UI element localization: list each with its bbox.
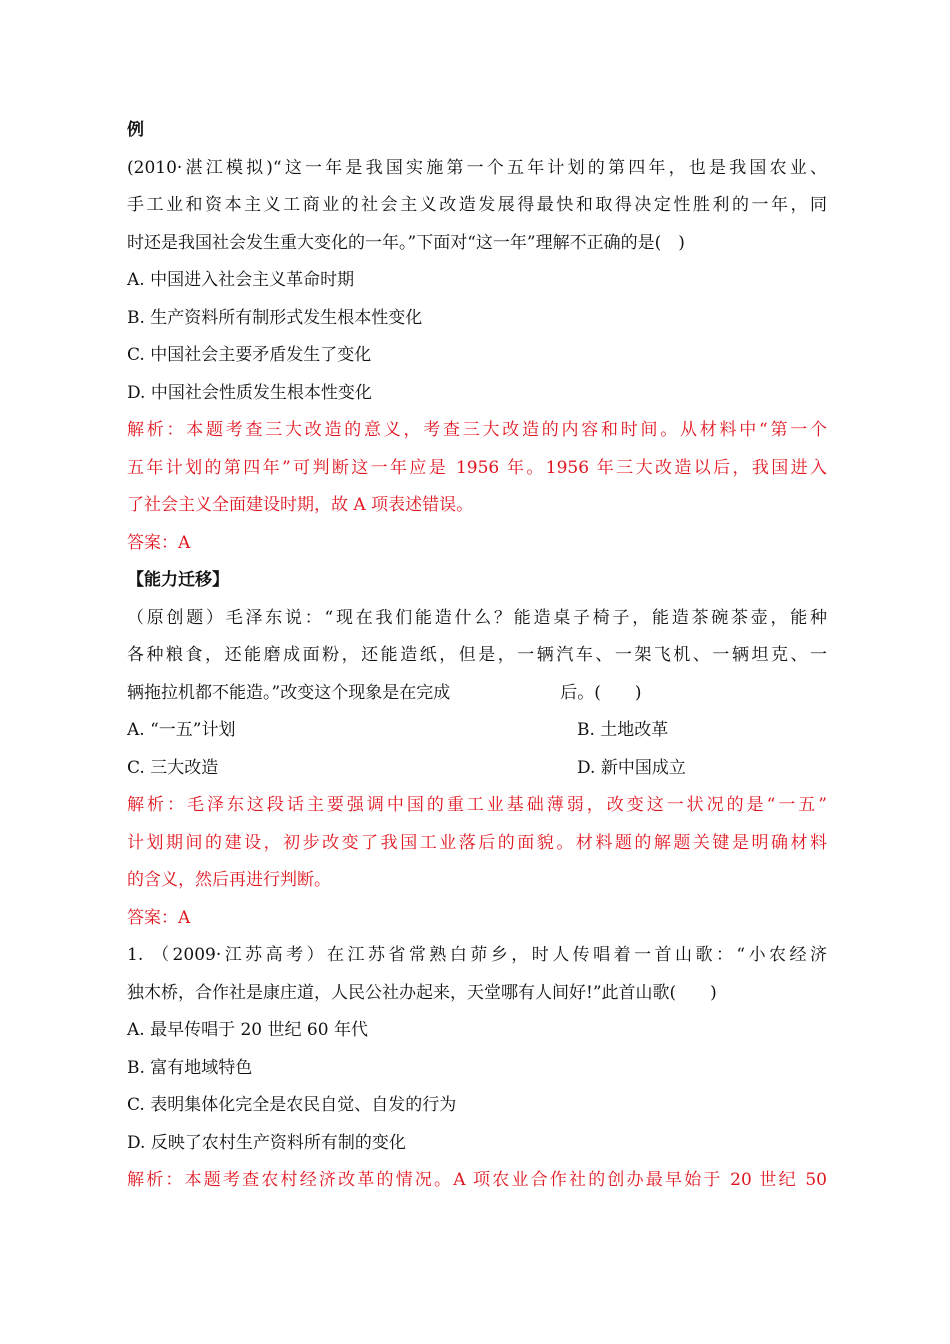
example-analysis-line-3: 了社会主义全面建设时期，故 A 项表述错误。 xyxy=(127,495,474,515)
transfer-option-a: A. “一五”计划 xyxy=(127,720,236,740)
example-stem-line-3: 时还是我国社会发生重大变化的一年。”下面对“这一年”理解不正确的是( ) xyxy=(127,232,685,253)
transfer-stem-line-3-part-a: 辆拖拉机都不能造。”改变这个现象是在完成 xyxy=(127,682,451,703)
q1-option-b: B. 富有地域特色 xyxy=(127,1057,253,1078)
transfer-analysis-line-3: 的含义，然后再进行判断。 xyxy=(127,870,331,890)
example-answer: 答案：A xyxy=(127,532,191,553)
example-option-b: B. 生产资料所有制形式发生根本性变化 xyxy=(127,307,423,328)
example-option-c: C. 中国社会主要矛盾发生了变化 xyxy=(127,345,372,365)
q1-stem-line-1: 1. （2009·江苏高考）在江苏省常熟白茆乡，时人传唱着一首山歌：“小农经济 xyxy=(127,945,827,965)
q1-option-d: D. 反映了农村生产资料所有制的变化 xyxy=(127,1132,406,1153)
example-option-a: A. 中国进入社会主义革命时期 xyxy=(127,270,355,290)
transfer-option-c: C. 三大改造 xyxy=(127,757,219,778)
transfer-stem-line-1: （原创题）毛泽东说：“现在我们能造什么？能造桌子椅子，能造茶碗茶壶，能种 xyxy=(127,607,827,628)
transfer-stem-line-3 xyxy=(127,675,827,713)
transfer-heading: 【能力迁移】 xyxy=(127,570,229,590)
example-heading: 例 xyxy=(127,120,144,140)
q1-option-c: C. 表明集体化完全是农民自觉、自发的行为 xyxy=(127,1095,457,1115)
transfer-analysis-line-1: 解析：毛泽东这段话主要强调中国的重工业基础薄弱，改变这一状况的是“一五” xyxy=(127,795,827,815)
transfer-answer: 答案：A xyxy=(127,907,191,928)
q1-stem-line-2: 独木桥，合作社是康庄道，人民公社办起来，天堂哪有人间好!”此首山歌( ) xyxy=(127,982,717,1003)
transfer-option-d: D. 新中国成立 xyxy=(577,757,686,778)
example-analysis-line-1: 解析：本题考查三大改造的意义，考查三大改造的内容和时间。从材料中“第一个 xyxy=(127,420,827,440)
example-stem-line-1: (2010·湛江模拟)“这一年是我国实施第一个五年计划的第四年，也是我国农业、 xyxy=(127,157,827,178)
example-option-d: D. 中国社会性质发生根本性变化 xyxy=(127,382,372,403)
q1-analysis-line-1: 解析：本题考查农村经济改革的情况。A 项农业合作社的创办最早始于 20 世纪 50 xyxy=(127,1170,827,1190)
transfer-stem-line-2: 各种粮食，还能磨成面粉，还能造纸，但是，一辆汽车、一架飞机、一辆坦克、一 xyxy=(127,645,827,665)
q1-option-a: A. 最早传唱于 20 世纪 60 年代 xyxy=(127,1020,368,1040)
transfer-options-row-1 xyxy=(127,712,827,750)
transfer-stem-line-3-part-b: 后。( ) xyxy=(560,682,642,703)
example-analysis-line-2: 五年计划的第四年”可判断这一年应是 1956 年。1956 年三大改造以后，我国进入 xyxy=(127,457,827,478)
example-stem-line-2: 手工业和资本主义工商业的社会主义改造发展得最快和取得决定性胜利的一年，同 xyxy=(127,195,827,215)
document-page xyxy=(127,112,827,1200)
transfer-analysis-line-2: 计划期间的建设，初步改变了我国工业落后的面貌。材料题的解题关键是明确材料 xyxy=(127,832,827,853)
transfer-option-b: B. 土地改革 xyxy=(577,720,669,740)
transfer-options-row-2 xyxy=(127,750,827,788)
